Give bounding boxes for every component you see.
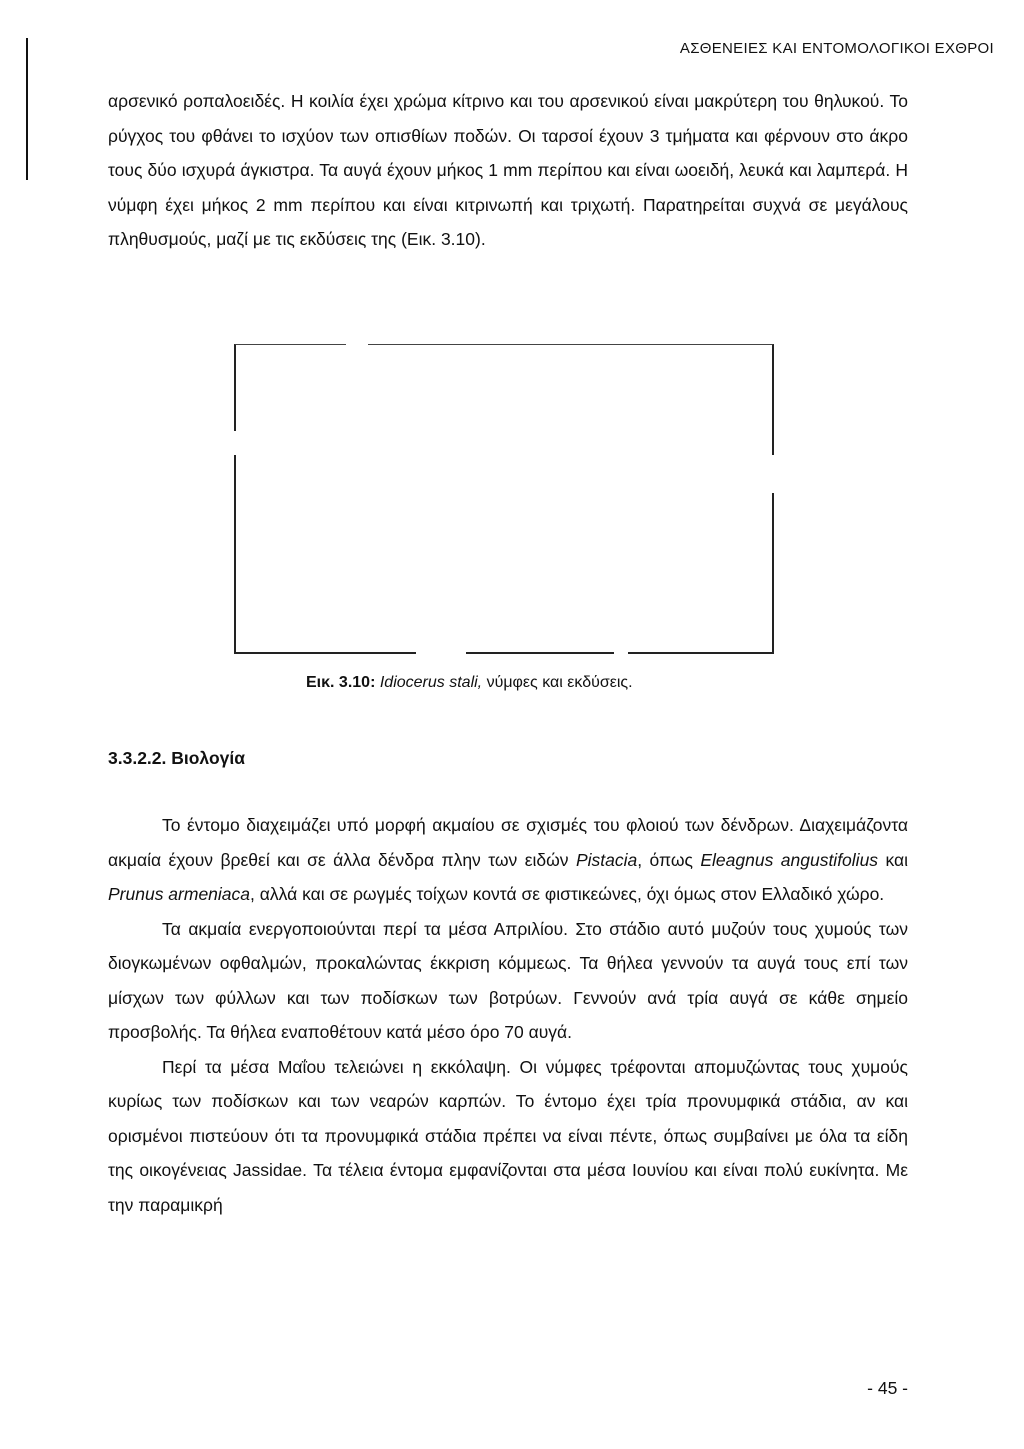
taxon-pistacia: Pistacia (575, 849, 638, 870)
section-heading: 3.3.2.2. Βιολογία (108, 748, 245, 768)
figure-caption-species: Idiocerus stali, (379, 674, 483, 691)
taxon-prunus: Prunus armeniaca (108, 884, 251, 904)
margin-rule (26, 38, 28, 180)
intro-paragraph (108, 84, 908, 257)
biology-paragraph-3: Περί τα μέσα Μαΐου τελειώνει η εκκόλαψη. Οι νύμφες τρέφονται απομυζώντας τους χυμούς κυρίως των ποδίσκων και των νεαρών καρπών. Το έντομο έχει τρία προνυμφικά στάδια, αν και ορισμένοι πιστεύουν ότι τα προνυμφικά στάδια πρέπει να είναι πέντε, όπως συμβαίνει με όλα τα είδη της οικογένειας Jassidae. Τα τέλεια έντομα εμφανίζονται στα μέσα Ιουνίου και είναι πολύ ευκίνητα. Με την παραμικρή (108, 1056, 908, 1215)
taxon-eleagnus: Eleagnus angustifolius (700, 849, 879, 870)
figure-image-frame (234, 344, 774, 654)
biology-paragraph-2: Τα ακμαία ενεργοποιούνται περί τα μέσα Απριλίου. Στο στάδιο αυτό μυζούν τους χυμούς των διογκωμένων οφθαλμών, προκαλώντας έκκριση κόμμεως. Τα θήλεα γεννούν τα αυγά τους επί των μίσχων των φύλλων και των ποδίσκων των βοτρύων. Γεννούν ανά τρία αυγά σε κάθε σημείο προσβολής. Τα θήλεα εναποθέτουν κατά μέσο όρο 70 αυγά. (108, 918, 908, 1042)
intro-paragraph-text: αρσενικό ροπαλοειδές. Η κοιλία έχει χρώμα κίτρινο και του αρσενικού είναι μακρύτερη του θηλυκού. Το ρύγχος του φθάνει το ισχύον των οπισθίων ποδών. Οι ταρσοί έχουν 3 τμήματα και φέρνουν στο άκρο τους δύο ισχυρά άγκιστρα. Τα αυγά έχουν μήκος 1 mm περίπου και είναι ωοειδή, λευκά και λαμπερά. Η νύμφη έχει μήκος 2 mm περίπου και είναι κιτρινωπή και τριχωτή. Παρατηρείται συχνά σε μεγάλους πληθυσμούς, μαζί με τις εκδύσεις της (Εικ. 3.10). (108, 91, 908, 249)
running-header: ΑΣΘΕΝΕΙΕΣ ΚΑΙ ΕΝΤΟΜΟΛΟΓΙΚΟΙ ΕΧΘΡΟΙ (679, 40, 994, 57)
page-number: - 45 - (867, 1378, 908, 1398)
figure-caption-number: Εικ. 3.10: (306, 674, 376, 691)
biology-paragraph-1: Το έντομο διαχειμάζει υπό μορφή ακμαίου σε σχισμές του φλοιού των δένδρων. Διαχειμάζοντα ακμαία έχουν βρεθεί και σε άλλα δένδρα πλην των ειδών Pistacia, όπως Eleagnus angustifolius και Prunus armeniaca, αλλά και σε ρωγμές τοίχων κοντά σε φιστικεώνες, όχι όμως στον Ελλαδικό χώρο. (108, 815, 909, 904)
biology-section (108, 808, 908, 1222)
figure-caption-text: νύμφες και εκδύσεις. (482, 674, 633, 691)
figure-caption (306, 672, 633, 694)
